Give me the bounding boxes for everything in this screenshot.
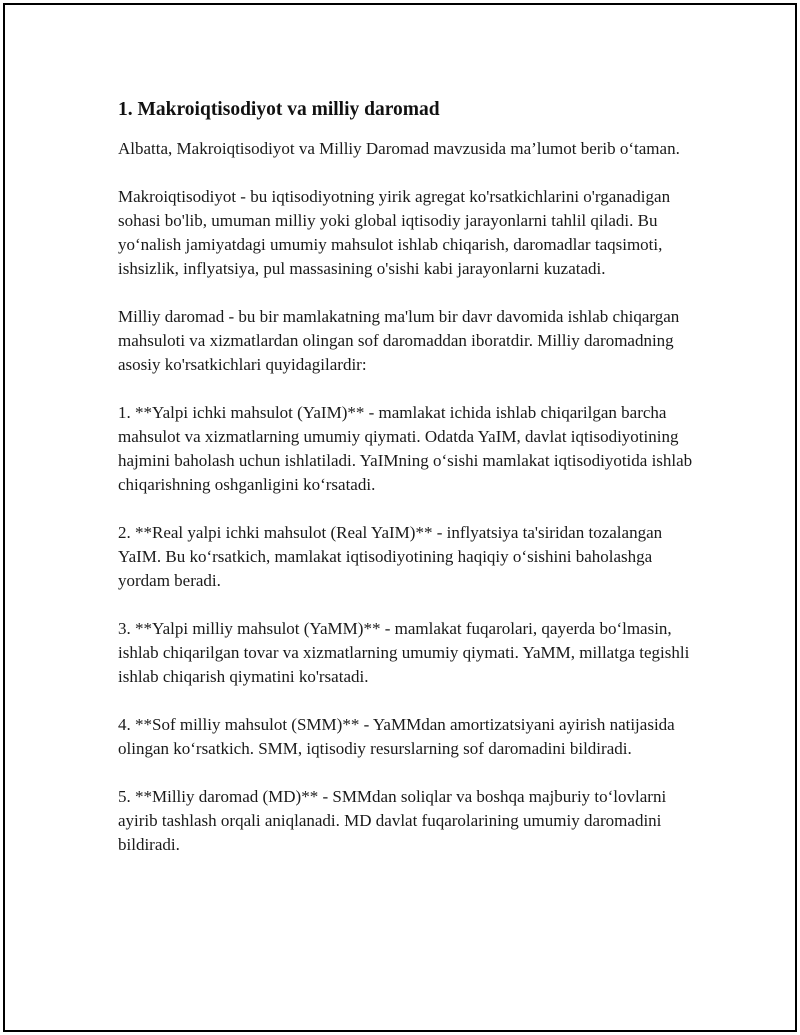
- document-page: [3, 3, 797, 1032]
- paragraph-national-income-md: 5. **Milliy daromad (MD)** - SMMdan soliqlar va boshqa majburiy to‘lovlarni ayirib tashlash orqali aniqlanadi. MD davlat fuqarolarining umumiy daromadini bildiradi.: [118, 787, 667, 854]
- paragraph-macroeconomics: Makroiqtisodiyot - bu iqtisodiyotning yirik agregat ko'rsatkichlarini o'rganadigan sohasi bo'lib, umuman milliy yoki global iqtisodiy jarayonlarni tahlil qiladi. Bu yo‘nalish jamiyatdagi umumiy mahsulot ishlab chiqarish, daromadlar taqsimoti, ishsizlik, inflyatsiya, pul massasining o'sishi kabi jarayonlarni kuzatadi.: [118, 187, 671, 278]
- document-title: 1. Makroiqtisodiyot va milliy daromad: [118, 99, 440, 120]
- paragraph-real-gdp: 2. **Real yalpi ichki mahsulot (Real YaIM)** - inflyatsiya ta'siridan tozalangan YaIM. Bu ko‘rsatkich, mamlakat iqtisodiyotining haqiqiy o‘sishini baholashga yordam beradi.: [118, 523, 663, 590]
- paragraph-national-income: Milliy daromad - bu bir mamlakatning ma'lum bir davr davomida ishlab chiqargan mahsuloti va xizmatlardan olingan sof daromaddan iboratdir. Milliy daromadning asosiy ko'rsatkichlari quyidagilardir:: [118, 307, 680, 374]
- document-body: [118, 97, 708, 857]
- paragraph-gnp: 3. **Yalpi milliy mahsulot (YaMM)** - mamlakat fuqarolari, qayerda bo‘lmasin, ishlab chiqarilgan tovar va xizmatlarning umumiy qiymati. YaMM, millatga tegishli ishlab chiqarish qiymatini ko'rsatadi.: [118, 619, 690, 686]
- paragraph-intro: Albatta, Makroiqtisodiyot va Milliy Daromad mavzusida ma’lumot berib o‘taman.: [118, 139, 680, 158]
- paragraph-nnp: 4. **Sof milliy mahsulot (SMM)** - YaMMdan amortizatsiyani ayirish natijasida olingan ko‘rsatkich. SMM, iqtisodiy resurslarning sof daromadini bildiradi.: [118, 715, 675, 758]
- paragraph-gdp: 1. **Yalpi ichki mahsulot (YaIM)** - mamlakat ichida ishlab chiqarilgan barcha mahsulot va xizmatlarning umumiy qiymati. Odatda YaIM, davlat iqtisodiyotining hajmini baholash uchun ishlatiladi. YaIMning o‘sishi mamlakat iqtisodiyotida ishlab chiqarishning oshganligini ko‘rsatadi.: [118, 403, 693, 494]
